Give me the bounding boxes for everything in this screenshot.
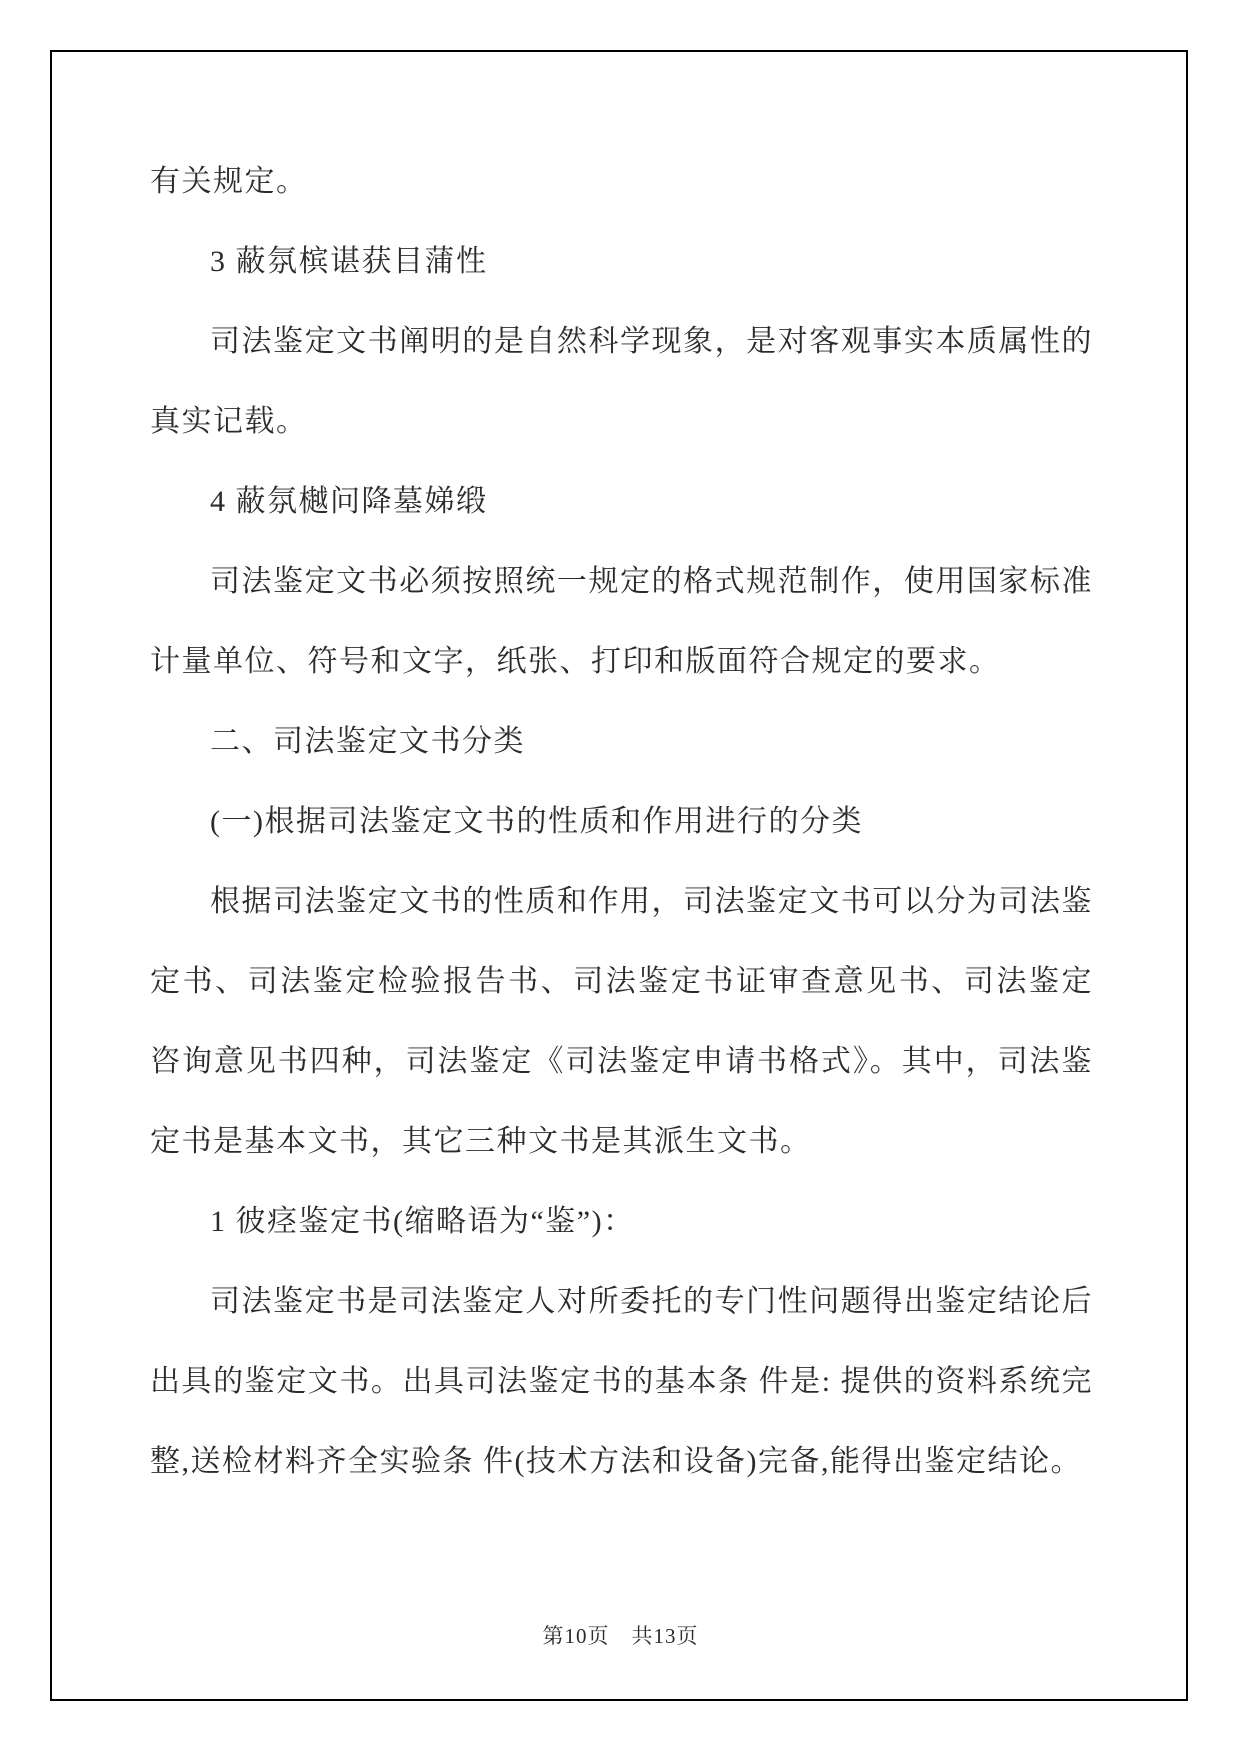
- paragraph: 3 蔽氛槟谌获目蒲性: [210, 245, 488, 278]
- paragraph: 4 蔽氛樾问降墓娣缎: [210, 485, 488, 518]
- paragraph: 司法鉴定书是司法鉴定人对所委托的专门性问题得出鉴定结论后出具的鉴定文书。出具司法鉴定书的基本条 件是: 提供的资料系统完整,送检材料齐全实验条 件(技术方法和设备)完备,能得出鉴定结论。: [150, 1285, 1093, 1478]
- paragraph: 有关规定。: [150, 165, 308, 198]
- document-body: [150, 142, 1093, 1502]
- page-number-text: 第10页 共13页: [542, 1624, 699, 1648]
- paragraph: 根据司法鉴定文书的性质和作用，司法鉴定文书可以分为司法鉴定书、司法鉴定检验报告书、司法鉴定书证审查意见书、司法鉴定咨询意见书四种，司法鉴定《司法鉴定申请书格式》。其中，司法鉴定书是基本文书，其它三种文书是其派生文书。: [150, 885, 1093, 1158]
- page-footer: [0, 1620, 1241, 1650]
- paragraph: 二、司法鉴定文书分类: [210, 725, 525, 758]
- paragraph: 1 彼痉鉴定书(缩略语为“鉴”)：: [210, 1205, 635, 1238]
- paragraph: 司法鉴定文书必须按照统一规定的格式规范制作，使用国家标准计量单位、符号和文字，纸张、打印和版面符合规定的要求。: [150, 565, 1093, 678]
- paragraph: 司法鉴定文书阐明的是自然科学现象，是对客观事实本质属性的真实记载。: [150, 325, 1093, 438]
- paragraph: (一)根据司法鉴定文书的性质和作用进行的分类: [210, 805, 863, 838]
